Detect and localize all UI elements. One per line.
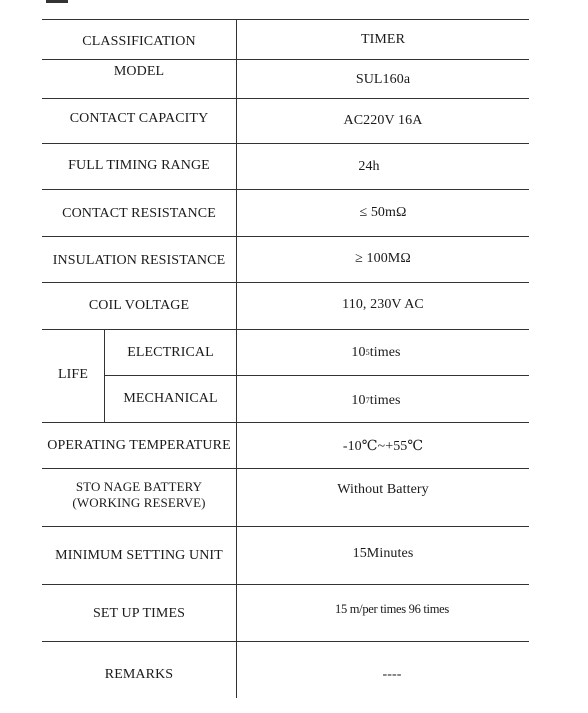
value-life-mechanical: 10 7 times — [351, 393, 401, 408]
label-life-electrical: ELECTRICAL — [127, 345, 214, 360]
mechanical-unit: times — [369, 393, 401, 408]
electrical-unit: times — [369, 345, 401, 360]
row-divider — [42, 282, 529, 283]
top-mark — [46, 0, 68, 3]
label-set-up-times: SET UP TIMES — [93, 606, 185, 621]
value-coil-voltage: 110, 230V AC — [342, 297, 424, 312]
label-contact-capacity: CONTACT CAPACITY — [69, 111, 209, 126]
value-insulation-resistance: ≥ 100MΩ — [355, 251, 411, 266]
value-remarks: ---- — [382, 667, 402, 682]
label-full-timing-range: FULL TIMING RANGE — [68, 158, 210, 173]
row-divider — [42, 422, 529, 423]
label-battery-line2: (WORKING RESERVE) — [72, 495, 206, 510]
electrical-base: 10 — [351, 345, 366, 360]
mechanical-base: 10 — [351, 393, 366, 408]
value-set-up-times: 15 m/per times 96 times — [335, 602, 449, 616]
label-model: MODEL — [113, 64, 165, 79]
row-divider — [42, 236, 529, 237]
label-coil-voltage: COIL VOLTAGE — [88, 298, 190, 313]
row-divider — [42, 468, 529, 469]
value-minimum-setting-unit: 15Minutes — [352, 546, 414, 561]
value-model: SUL160a — [355, 72, 411, 87]
label-life: LIFE — [58, 367, 88, 382]
row-divider — [42, 189, 529, 190]
label-operating-temperature: OPERATING TEMPERATURE — [47, 438, 231, 453]
value-classification: TIMER — [360, 32, 406, 47]
label-classification: CLASSIFICATION — [82, 34, 196, 49]
label-life-mechanical: MECHANICAL — [123, 391, 218, 406]
row-divider — [42, 584, 529, 585]
value-contact-capacity: AC220V 16A — [343, 113, 423, 128]
row-divider — [42, 526, 529, 527]
label-insulation-resistance: INSULATION RESISTANCE — [52, 253, 226, 268]
row-divider — [42, 19, 529, 20]
label-battery-line1: STO NAGE BATTERY — [75, 479, 203, 494]
row-divider — [42, 641, 529, 642]
value-contact-resistance: ≤ 50mΩ — [359, 205, 407, 220]
row-divider — [104, 375, 529, 376]
value-battery: Without Battery — [337, 482, 429, 497]
label-contact-resistance: CONTACT RESISTANCE — [62, 206, 216, 221]
row-divider — [42, 98, 529, 99]
value-full-timing-range: 24h — [358, 159, 380, 174]
label-minimum-setting-unit: MINIMUM SETTING UNIT — [55, 548, 223, 563]
row-divider — [42, 59, 529, 60]
value-operating-temperature: -10℃~+55℃ — [342, 439, 424, 454]
label-remarks: REMARKS — [104, 667, 174, 682]
row-divider — [42, 329, 529, 330]
value-life-electrical: 10 5 times — [351, 345, 401, 360]
row-divider — [42, 143, 529, 144]
